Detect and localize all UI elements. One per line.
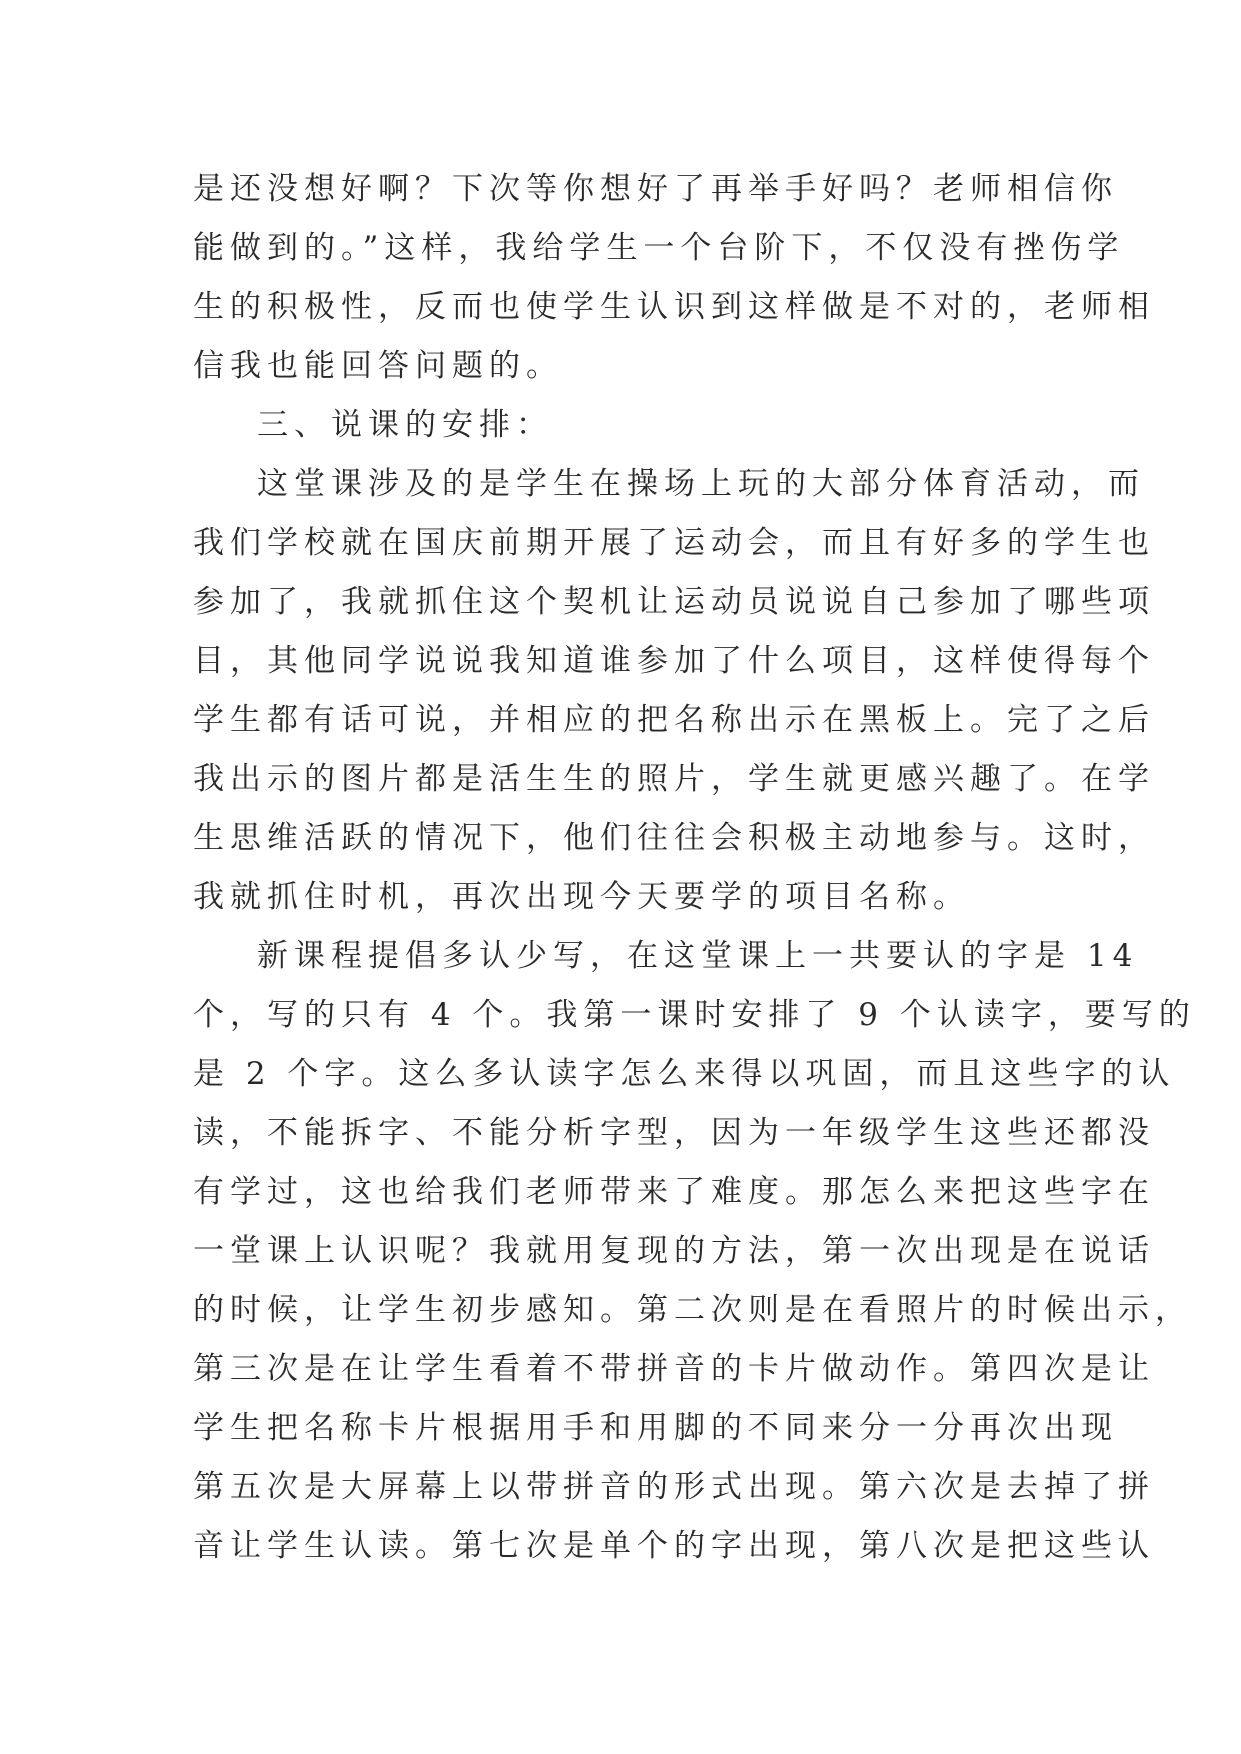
text-line: 第三次是在让学生看着不带拼音的卡片做动作。第四次是让 (193, 1351, 1155, 1387)
text-line: 个，写的只有 4 个。我第一课时安排了 9 个认读字，要写的 (193, 997, 1196, 1033)
text-line: 生思维活跃的情况下，他们往往会积极主动地参与。这时， (193, 820, 1155, 856)
text-line: 目，其他同学说说我知道谁参加了什么项目，这样使得每个 (193, 643, 1155, 679)
text-line: 的时候，让学生初步感知。第二次则是在看照片的时候出示， (193, 1292, 1192, 1328)
text-line: 有学过，这也给我们老师带来了难度。那怎么来把这些字在 (193, 1174, 1155, 1210)
text-line: 我出示的图片都是活生生的照片，学生就更感兴趣了。在学 (193, 761, 1155, 797)
text-line: 音让学生认读。第七次是单个的字出现，第八次是把这些认 (193, 1528, 1155, 1564)
text-line: 信我也能回答问题的。 (193, 348, 563, 384)
text-line: 我就抓住时机，再次出现今天要学的项目名称。 (193, 879, 970, 915)
section-heading: 三、说课的安排： (257, 407, 553, 443)
text-line: 这堂课涉及的是学生在操场上玩的大部分体育活动，而 (257, 466, 1145, 502)
text-line: 参加了，我就抓住这个契机让运动员说说自己参加了哪些项 (193, 584, 1155, 620)
text-line: 新课程提倡多认少写，在这堂课上一共要认的字是 14 (257, 938, 1139, 974)
text-line: 学生把名称卡片根据用手和用脚的不同来分一分再次出现 (193, 1410, 1118, 1446)
text-line: 读，不能拆字、不能分析字型，因为一年级学生这些还都没 (193, 1115, 1155, 1151)
text-line: 学生都有话可说，并相应的把名称出示在黑板上。完了之后 (193, 702, 1155, 738)
text-line: 生的积极性，反而也使学生认识到这样做是不对的，老师相 (193, 289, 1155, 325)
text-line: 能做到的。”这样，我给学生一个台阶下，不仅没有挫伤学 (193, 230, 1125, 266)
document-body (193, 160, 1196, 1576)
text-line: 是还没想好啊？下次等你想好了再举手好吗？老师相信你 (193, 171, 1118, 207)
text-line: 一堂课上认识呢？我就用复现的方法，第一次出现是在说话 (193, 1233, 1155, 1269)
text-line: 我们学校就在国庆前期开展了运动会，而且有好多的学生也 (193, 525, 1155, 561)
text-line: 第五次是大屏幕上以带拼音的形式出现。第六次是去掉了拼 (193, 1469, 1155, 1505)
text-line: 是 2 个字。这么多认读字怎么来得以巩固，而且这些字的认 (193, 1056, 1176, 1092)
